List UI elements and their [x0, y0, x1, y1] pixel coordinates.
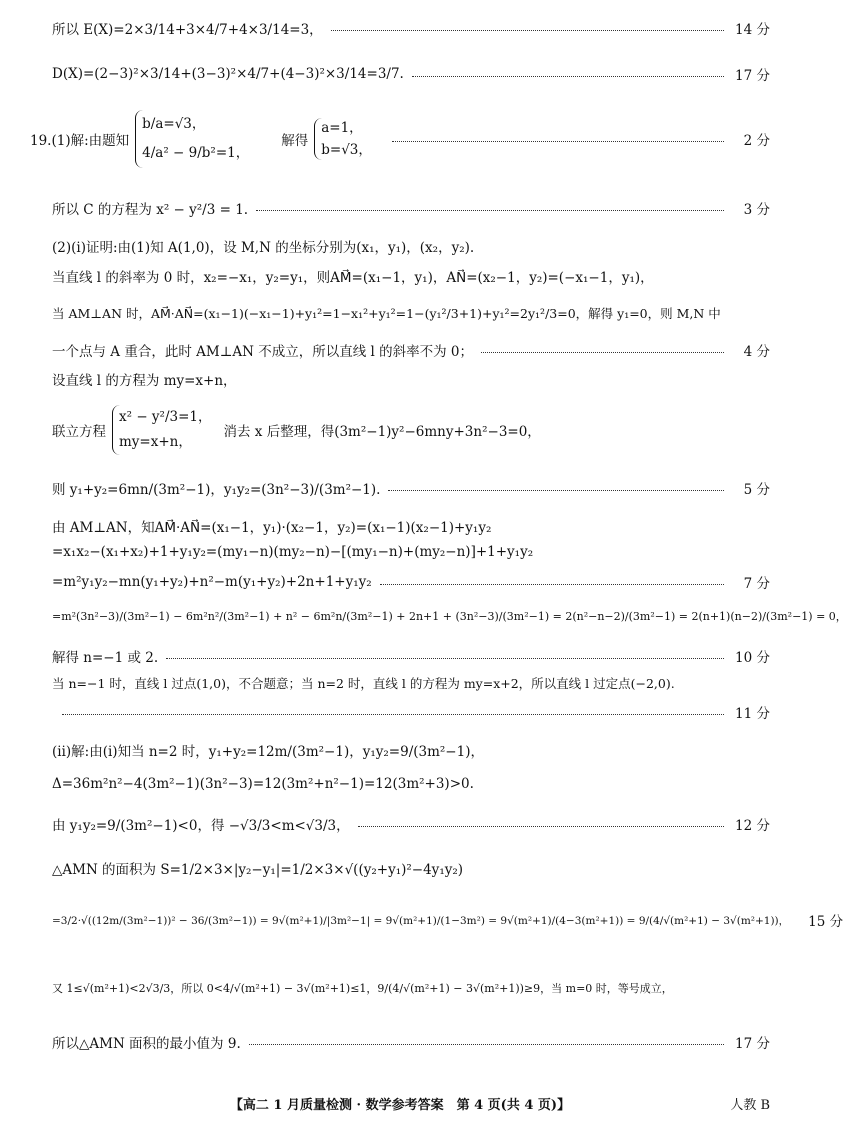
equation-text: 当直线 l 的斜率为 0 时，x₂=−x₁，y₂=y₁，则AM⃗=(x₁−1，y₁)，AN⃗=(x₂−1，y₂)=(−x₁−1，y₁)， — [52, 270, 654, 286]
equation-text: =3/2·√((12m/(3m²−1))² − 36/(3m²−1)) = 9√(m²+1)/|3m²−1| = 9√(m²+1)/(1−3m²) = 9√(m²+1)/(4−3(m²+1)) = 9/(4/√(m²+1) − 3√(m²+1))， — [52, 914, 790, 927]
equation-text: △AMN 的面积为 S=1/2×3×|y₂−y₁|=1/2×3×√((y₂+y₁)²−4y₁y₂) — [52, 862, 464, 878]
solution-line — [52, 776, 770, 792]
equation-text: 当 n=−1 时，直线 l 过点(1,0)，不合题意；当 n=2 时，直线 l 的方程为 my=x+2，所以直线 l 过定点(−2,0). — [52, 676, 675, 691]
dot-leader — [358, 826, 724, 827]
solution-line — [52, 516, 770, 536]
equation-text: 由 y₁y₂=9/(3m²−1)<0，得 −√3/3<m<√3/3， — [52, 818, 350, 834]
solution-line — [52, 608, 847, 624]
solution-line — [52, 702, 770, 722]
solution-line — [52, 402, 770, 458]
solution-system — [314, 118, 378, 160]
equation-text: =m²y₁y₂−mn(y₁+y₂)+n²−m(y₁+y₂)+2n+1+y₁y₂ — [52, 574, 372, 590]
score-label: 17 分 — [735, 68, 770, 84]
score-label: 7 分 — [743, 576, 770, 592]
solution-line — [52, 980, 770, 996]
solution-line — [52, 544, 770, 560]
dot-leader — [249, 1044, 724, 1045]
system-equation: 4/a² − 9/b²=1， — [142, 144, 250, 161]
solution-line — [52, 674, 770, 692]
dot-leader — [412, 76, 724, 77]
step-text: 解得 — [281, 133, 309, 149]
score-label: 10 分 — [735, 650, 770, 666]
dot-leader — [380, 584, 724, 585]
system-equation: my=x+n， — [119, 433, 192, 450]
equation-text: Δ=36m²n²−4(3m²−1)(3n²−3)=12(3m²+n²−1)=12(3m²+3)>0. — [52, 776, 474, 792]
equation-text: 所以 C 的方程为 x² − y²/3 = 1. — [52, 202, 249, 218]
solution-line — [52, 646, 770, 666]
equation-text: (2)(ⅰ)证明:由(1)知 A(1,0)，设 M,N 的坐标分别为(x₁，y₁)，(x₂，y₂). — [52, 240, 475, 256]
solution-line — [52, 266, 770, 286]
page-footer: 【高二 1 月质量检测 · 数学参考答案 第 4 页(共 4 页)】 — [229, 1098, 571, 1113]
score-label: 17 分 — [735, 1036, 770, 1052]
score-label: 3 分 — [743, 202, 770, 218]
solution-line — [52, 18, 770, 38]
system-equation: b/a=√3， — [142, 115, 206, 132]
equation-text: 所以△AMN 面积的最小值为 9. — [52, 1036, 241, 1052]
system-equation: x² − y²/3=1， — [119, 408, 212, 425]
solution-line — [52, 1032, 770, 1052]
equation-text: 所以 E(X)=2×3/14+3×4/7+4×3/14=3， — [52, 22, 323, 38]
system-equation: a=1， — [321, 120, 363, 136]
solution-line — [52, 858, 770, 878]
dot-leader — [256, 210, 724, 211]
dot-leader — [166, 658, 724, 659]
score-label: 11 分 — [735, 706, 770, 722]
solution-line — [52, 572, 770, 592]
score-label: 14 分 — [735, 22, 770, 38]
equation-system — [135, 110, 255, 168]
equation-text: 则 y₁+y₂=6mn/(3m²−1)，y₁y₂=(3n²−3)/(3m²−1). — [52, 482, 381, 498]
equation-text: =x₁x₂−(x₁+x₂)+1+y₁y₂=(my₁−n)(my₂−n)−[(my₁−n)+(my₂−n)]+1+y₁y₂ — [52, 544, 534, 560]
solution-line — [52, 304, 770, 322]
solution-line — [52, 340, 770, 360]
system-equation: b=√3， — [321, 141, 372, 158]
dot-leader — [331, 30, 724, 31]
equation-text: 设直线 l 的方程为 my=x+n， — [52, 373, 237, 389]
solution-line — [52, 64, 770, 84]
solution-line — [52, 478, 770, 498]
score-label: 2 分 — [743, 133, 770, 149]
equation-system — [112, 405, 218, 455]
dot-leader — [62, 714, 724, 715]
solution-line — [52, 910, 844, 930]
equation-text: (ⅱ)解:由(ⅰ)知当 n=2 时，y₁+y₂=12m/(3m²−1)，y₁y₂=9/(3m²−1)， — [52, 744, 484, 760]
solution-line — [52, 369, 770, 389]
equation-text: 当 AM⊥AN 时，AM⃗·AN⃗=(x₁−1)(−x₁−1)+y₁²=1−x₁²+y₁²=1−(y₁²/3+1)+y₁²=2y₁²/3=0，解得 y₁=0，则 M,N 中 — [52, 306, 721, 321]
score-label: 15 分 — [808, 914, 844, 930]
edition-label: 人教 B — [730, 1098, 770, 1113]
equation-text: 消去 x 后整理，得(3m²−1)y²−6mny+3n²−3=0， — [223, 424, 541, 440]
equation-text: =m²(3n²−3)/(3m²−1) − 6m²n²/(3m²−1) + n² − 6m²n/(3m²−1) + 2n+1 + (3n²−3)/(3m²−1) = 2(n²−n−2)/(3m²−1) = 2(n+1)(n−2)/(3m²−1) = 0， — [52, 610, 847, 623]
solution-line — [30, 106, 770, 172]
score-label: 12 分 — [735, 818, 770, 834]
solution-line — [52, 198, 770, 218]
solution-line — [52, 814, 770, 834]
solution-line — [52, 236, 770, 256]
score-label: 5 分 — [743, 482, 770, 498]
solution-line — [52, 740, 770, 760]
equation-text: 由 AM⊥AN，知AM⃗·AN⃗=(x₁−1，y₁)·(x₂−1，y₂)=(x₁−1)(x₂−1)+y₁y₂ — [52, 520, 492, 536]
equation-text: 解得 n=−1 或 2. — [52, 650, 159, 666]
question-prefix: 19.(1)解:由题知 — [30, 133, 130, 149]
score-label: 4 分 — [743, 344, 770, 360]
equation-text: D(X)=(2−3)²×3/14+(3−3)²×4/7+(4−3)²×3/14=3/7. — [52, 66, 404, 82]
dot-leader — [392, 141, 724, 142]
dot-leader — [388, 490, 724, 491]
equation-text: 又 1≤√(m²+1)<2√3/3，所以 0<4/√(m²+1) − 3√(m²+1)≤1，9/(4/√(m²+1) − 3√(m²+1))≥9，当 m=0 时，等号成立， — [52, 982, 673, 995]
equation-text: 一个点与 A 重合，此时 AM⊥AN 不成立，所以直线 l 的斜率不为 0； — [52, 344, 474, 360]
dot-leader — [481, 352, 724, 353]
step-text: 联立方程 — [52, 424, 106, 440]
